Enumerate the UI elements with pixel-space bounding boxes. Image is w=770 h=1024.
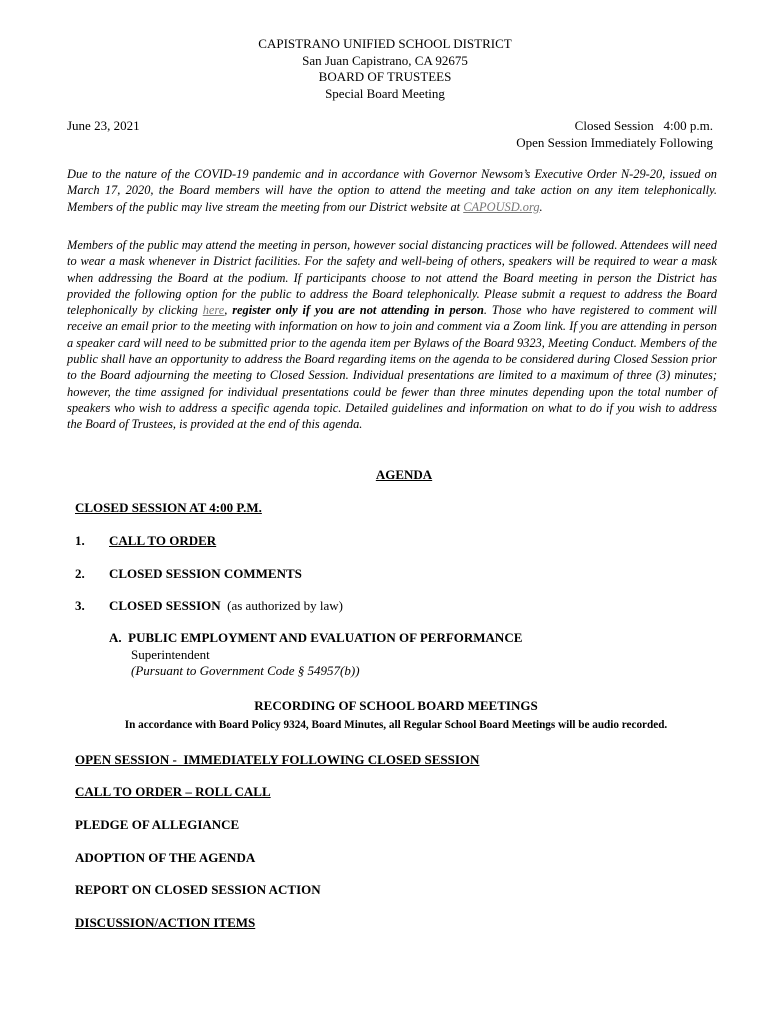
item-number: 2. bbox=[75, 566, 85, 581]
covid-notice-paragraph: Due to the nature of the COVID-19 pandemic and in accordance with Governor Newsom’s Executive Order N-29-20, issued on March 17, 2020, the Board members will have the option to attend the meeting and take action on any item telephonically. Members of the public may live stream the meeting from our District website at CAPOUSD.org. bbox=[67, 167, 717, 214]
item-closed-session: CLOSED SESSION (as authorized by law) bbox=[109, 598, 344, 613]
agenda-title: AGENDA bbox=[375, 467, 433, 482]
report-heading: REPORT ON CLOSED SESSION ACTION bbox=[75, 882, 321, 897]
item-closed-session-comments: CLOSED SESSION COMMENTS bbox=[109, 566, 302, 581]
register-here-link[interactable]: here bbox=[202, 303, 225, 318]
district-address: San Juan Capistrano, CA 92675 bbox=[302, 52, 468, 68]
district-name: CAPISTRANO UNIFIED SCHOOL DISTRICT bbox=[258, 36, 512, 51]
session-times bbox=[516, 118, 713, 151]
board-name: BOARD OF TRUSTEES bbox=[318, 69, 452, 84]
item-number: 3. bbox=[75, 598, 85, 613]
meeting-date: June 23, 2021 bbox=[67, 118, 140, 133]
open-session-heading: OPEN SESSION - IMMEDIATELY FOLLOWING CLOSED SESSION bbox=[75, 752, 480, 767]
item-note: (as authorized by law) bbox=[227, 598, 344, 613]
roll-call-heading: CALL TO ORDER – ROLL CALL bbox=[75, 784, 271, 799]
item-number: 1. bbox=[75, 533, 85, 548]
closed-session-time: Closed Session 4:00 p.m. bbox=[574, 118, 713, 133]
item-call-to-order: CALL TO ORDER bbox=[109, 533, 217, 548]
recording-title: RECORDING OF SCHOOL BOARD MEETINGS bbox=[254, 698, 538, 713]
sub-item-public-employment bbox=[109, 630, 522, 680]
sub-item-citation: (Pursuant to Government Code § 54957(b)) bbox=[131, 663, 360, 678]
discussion-heading: DISCUSSION/ACTION ITEMS bbox=[75, 915, 256, 930]
pledge-heading: PLEDGE OF ALLEGIANCE bbox=[75, 817, 240, 832]
register-emphasis: register only if you are not attending in person bbox=[232, 303, 484, 318]
public-comment-paragraph: Members of the public may attend the meeting in person, however social distancing practices will be followed. Attendees will need to wear a mask whenever in District facilities. For the safety and well-being of others, speakers will be required to wear a mask when addressing the Board at the podium. If participants choose to not attend the Board meeting in person the District has provided the following option for the public to address the Board telephonically. Please submit a request to address the Board telephonically by clicking here, register only if you are not attending in person. Those who have registered to comment will receive an email prior to the meeting with information on how to join and comment via a Zoom link. If you are attending in person a speaker card will need to be submitted prior to the agenda item per Bylaws of the Board 9323, Meeting Conduct. Members of the public shall have an opportunity to address the Board regarding items on the agenda to be considered during Closed Session prior to the Board adjourning the meeting to Closed Session. Individual presentations are limited to a maximum of three (3) minutes; however, the time assigned for individual presentations could be fewer than three minutes depending upon the total number of speakers who wish to address a specific agenda topic. Detailed guidelines and information on what to do if you wish to address the Board of Trustees, is provided at the end of this agenda. bbox=[67, 238, 717, 432]
letterhead bbox=[0, 36, 770, 102]
closed-session-heading: CLOSED SESSION AT 4:00 P.M. bbox=[75, 500, 262, 515]
open-session-time: Open Session Immediately Following bbox=[516, 134, 713, 150]
adoption-heading: ADOPTION OF THE AGENDA bbox=[75, 850, 256, 865]
capousd-link[interactable]: CAPOUSD.org bbox=[463, 199, 540, 214]
recording-text: In accordance with Board Policy 9324, Board Minutes, all Regular School Board Meetings will be audio recorded. bbox=[124, 719, 668, 731]
meeting-type: Special Board Meeting bbox=[325, 85, 445, 101]
sub-item-line: Superintendent bbox=[131, 646, 210, 662]
sub-item-heading: A. PUBLIC EMPLOYMENT AND EVALUATION OF PERFORMANCE bbox=[109, 630, 523, 645]
